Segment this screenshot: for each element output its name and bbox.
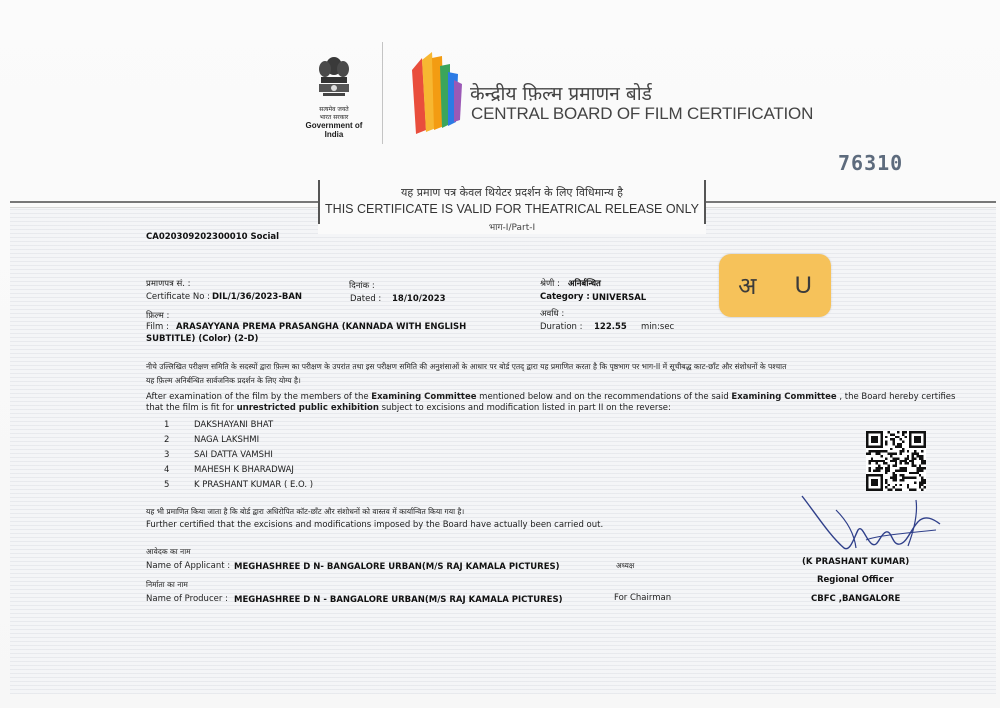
hindi-intro-line1: नीचे उल्लिखित परीक्षण समिति के सदस्यों द्वारा फ़िल्म का परीक्षण के उपरांत तथा इस परीक्षण समिति की अनुशंसाओं के आधार पर बोर्ड एतद् द्वारा यह प्रमाणित करता है कि पृष्ठभाग पर भाग-II में सूचीबद्ध काट-छाँट और संशोधनों के पश्चात xyxy=(146,362,787,371)
producer-label: Name of Producer : xyxy=(146,594,228,604)
banner-left-bar xyxy=(318,180,320,224)
committee-member-num: 4 xyxy=(164,465,170,475)
banner-rule-left xyxy=(10,201,320,203)
qr-code-icon xyxy=(866,431,926,491)
board-name-english: CENTRAL BOARD OF FILM CERTIFICATION xyxy=(471,104,814,123)
committee-member-num: 1 xyxy=(164,420,170,430)
committee-member xyxy=(164,450,313,465)
chair-english: For Chairman xyxy=(614,593,672,603)
certificate-no-label: Certificate No : xyxy=(146,292,210,302)
committee-member-num: 5 xyxy=(164,480,170,490)
board-name-hindi: केन्द्रीय फ़िल्म प्रमाणन बोर्ड xyxy=(470,83,652,105)
english-intro-line2 xyxy=(146,402,671,414)
duration-value: 122.55 xyxy=(594,322,627,332)
committee-member-name: K PRASHANT KUMAR ( E.O. ) xyxy=(194,480,314,490)
chair-hindi: अध्यक्ष xyxy=(616,561,635,570)
producer-value: MEGHASHREE D N - BANGALORE URBAN(M/S RAJ KAMALA PICTURES) xyxy=(234,595,563,605)
film-title-line2: SUBTITLE) (Color) (2-D) xyxy=(146,334,259,344)
signatory-title: Regional Officer xyxy=(817,575,894,585)
committee-member-num: 2 xyxy=(164,435,170,445)
intro-part-d: Examining Committee xyxy=(731,392,837,402)
film-title-line1: ARASAYYANA PREMA PRASANGHA (KANNADA WITH ENGLISH xyxy=(176,322,467,332)
committee-member-name: SAI DATTA VAMSHI xyxy=(194,450,273,460)
intro2-part-c: subject to excisions and modification listed in part II on the reverse: xyxy=(378,403,671,413)
dated-value: 18/10/2023 xyxy=(392,294,446,304)
dated-hindi-label: दिनांक : xyxy=(349,281,375,291)
further-hindi: यह भी प्रमाणित किया जाता है कि बोर्ड द्वारा अधिरोपित कॉट-छाँट और संशोधनों को वास्तव में कार्यान्वित किया गया है। xyxy=(146,507,465,516)
banner-rule-right xyxy=(704,201,996,203)
cbfc-logo xyxy=(404,50,464,140)
applicant-hindi-label: आवेदक का नाम xyxy=(146,547,191,556)
producer-hindi-label: निर्माता का नाम xyxy=(146,580,188,589)
header-divider xyxy=(382,42,383,144)
intro2-part-a: that the film is fit for xyxy=(146,403,237,413)
category-value: UNIVERSAL xyxy=(592,293,647,303)
category-hindi-label: श्रेणी : xyxy=(540,279,560,289)
serial-number: 76310 xyxy=(838,151,904,175)
certificate-no-value: DIL/1/36/2023-BAN xyxy=(212,292,303,302)
reference-number: CA020309202300010 Social xyxy=(146,232,280,242)
dated-label: Dated : xyxy=(350,294,382,304)
cbfc-logo-icon xyxy=(404,50,464,140)
duration-label: Duration : xyxy=(540,322,583,332)
intro-part-a: After examination of the film by the members of the xyxy=(146,392,372,402)
intro-part-e: , the Board hereby certifies xyxy=(836,392,956,402)
signature xyxy=(796,490,946,560)
intro2-part-b: unrestricted public exhibition xyxy=(236,403,379,413)
qr-code xyxy=(866,431,926,491)
certificate-no-hindi-label: प्रमाणपत्र सं. : xyxy=(146,279,191,289)
committee-member-num: 3 xyxy=(164,450,170,460)
film-label: Film : xyxy=(146,322,169,332)
emblem-label: Government of India xyxy=(305,121,363,139)
committee-member xyxy=(164,465,313,480)
further-english: Further certified that the excisions and modifications imposed by the Board have actually been carried out. xyxy=(146,520,604,530)
banner-english: THIS CERTIFICATE IS VALID FOR THEATRICAL RELEASE ONLY xyxy=(325,202,699,216)
rating-badge-hindi: अ xyxy=(738,273,757,300)
emblem-motto: सत्यमेव जयते xyxy=(319,106,349,113)
committee-list xyxy=(164,420,313,495)
committee-member xyxy=(164,420,313,435)
applicant-value: MEGHASHREE D N- BANGALORE URBAN(M/S RAJ KAMALA PICTURES) xyxy=(234,562,560,572)
committee-member xyxy=(164,435,313,450)
rating-badge xyxy=(719,254,831,317)
intro-part-b: Examining Committee xyxy=(371,392,477,402)
category-label: Category : xyxy=(540,292,590,302)
duration-hindi-label: अवधि : xyxy=(540,309,565,319)
signature-icon xyxy=(796,490,946,560)
banner-hindi: यह प्रमाण पत्र केवल थियेटर प्रदर्शन के लिए विधिमान्य है xyxy=(401,186,623,199)
duration-unit: min:sec xyxy=(641,322,675,332)
banner-right-bar xyxy=(704,180,706,224)
committee-member-name: NAGA LAKSHMI xyxy=(194,435,260,445)
banner-part: भाग-I/Part-I xyxy=(488,223,536,233)
committee-member-name: DAKSHAYANI BHAT xyxy=(194,420,274,430)
applicant-label: Name of Applicant : xyxy=(146,561,231,571)
validity-banner xyxy=(318,180,706,234)
signatory-name: (K PRASHANT KUMAR) xyxy=(802,557,910,567)
committee-member-name: MAHESH K BHARADWAJ xyxy=(194,465,294,475)
signatory-office: CBFC ,BANGALORE xyxy=(811,594,901,604)
category-hindi-value: अनिर्बन्धित xyxy=(568,279,601,289)
ashoka-emblem-icon xyxy=(314,52,354,104)
hindi-intro-line2: यह फ़िल्म अनिर्बन्धित सार्वजनिक प्रदर्शन के लिए योग्य है। xyxy=(146,376,301,385)
film-hindi-label: फ़िल्म : xyxy=(146,311,170,321)
rating-badge-english: U xyxy=(794,271,812,299)
govt-emblem xyxy=(296,52,372,142)
intro-part-c: mentioned below and on the recommendations of the said xyxy=(476,392,732,402)
emblem-hindi: भारत सरकार xyxy=(319,114,349,121)
committee-member xyxy=(164,480,313,495)
